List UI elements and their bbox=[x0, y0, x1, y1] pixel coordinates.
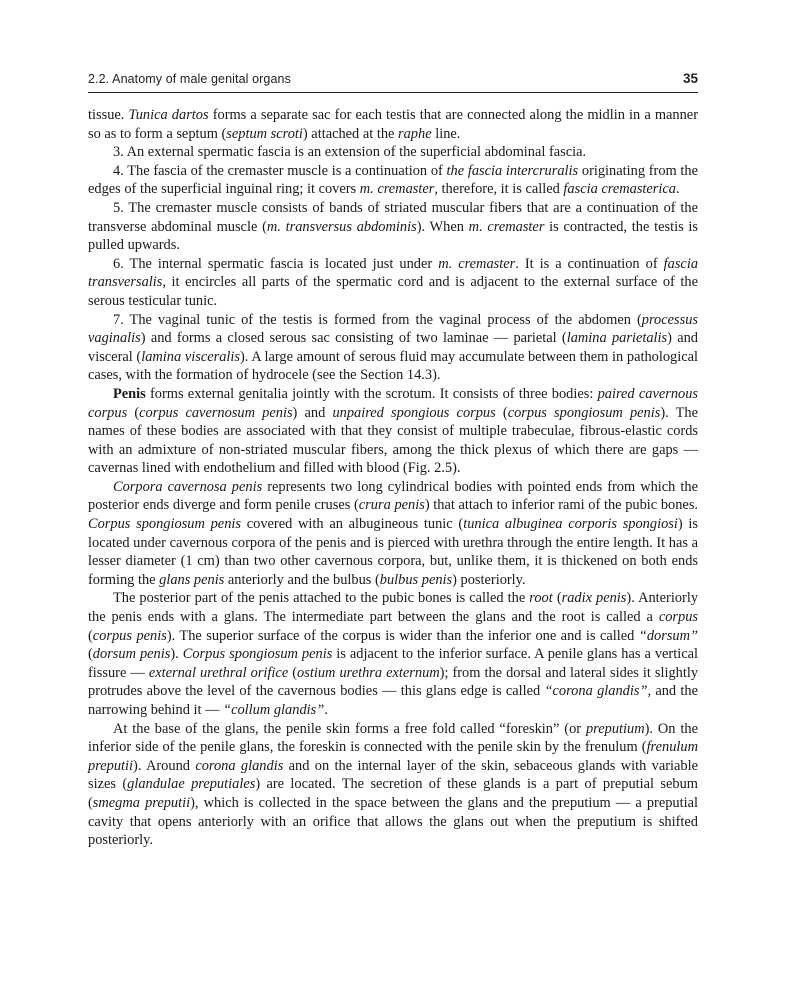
italic-term: lamina parietalis bbox=[566, 330, 668, 347]
text-run: ( bbox=[288, 664, 298, 681]
text-run: and on the internal layer of the skin, sebaceous glands with variable sizes ( bbox=[88, 757, 698, 793]
italic-term: radix penis bbox=[561, 590, 627, 607]
text-run: ). Anteriorly the penis ends with a glans. The intermediate part between the glans and the root is called a bbox=[88, 590, 699, 626]
italic-term: Corpora cavernosa penis bbox=[113, 478, 263, 495]
italic-term: “dorsum” bbox=[638, 627, 699, 644]
italic-term: external urethral orifice bbox=[148, 664, 289, 681]
text-run: 5. The cremaster muscle consists of bands of striated muscular fibers that are a continuation of the transverse abdominal muscle ( bbox=[88, 199, 698, 235]
text-run: ) are located. The secretion of these glands is a part of preputial sebum ( bbox=[88, 776, 698, 811]
italic-term: corpus penis bbox=[92, 627, 167, 644]
italic-term: corpus cavernosum penis bbox=[139, 404, 293, 421]
text-run: ) and forms a closed serous sac consisting of two laminae — parietal ( bbox=[140, 330, 567, 347]
italic-term: paired cavernous corpus bbox=[88, 385, 699, 421]
italic-term: lamina visceralis bbox=[141, 348, 240, 365]
italic-term: fascia cremasterica bbox=[563, 181, 676, 198]
text-run: ( bbox=[127, 404, 140, 421]
text-run: ) posteriorly. bbox=[452, 571, 526, 588]
paragraph bbox=[88, 199, 698, 255]
text-run: ) and visceral ( bbox=[88, 330, 698, 365]
text-run: ). When bbox=[416, 218, 469, 235]
text-run: represents two long cylindrical bodies with pointed ends from which the posterior ends diverge and form penile cruses ( bbox=[88, 478, 698, 514]
italic-term: the fascia intercruralis bbox=[446, 162, 579, 179]
italic-term: fascia transversalis bbox=[88, 255, 699, 291]
text-run: ), which is collected in the space between the glans and the preputium — a preputial cavity that opens anteriorly with an orifice that allows the glans out when the preputium is shifted posteriorly. bbox=[88, 794, 698, 849]
text-run: covered with an albugineous tunic ( bbox=[241, 516, 464, 533]
text-run: ). A large amount of serous fluid may accumulate between them in pathological cases, with the formation of hydrocele (see the Section 14.3). bbox=[88, 348, 698, 384]
paragraph bbox=[88, 143, 698, 162]
italic-term: septum scroti bbox=[226, 125, 303, 142]
bold-term: Penis bbox=[113, 385, 146, 402]
text-run: , therefore, it is called bbox=[434, 181, 564, 198]
italic-term: raphe bbox=[398, 125, 432, 142]
text-run: forms external genitalia jointly with the scrotum. It consists of three bodies: bbox=[145, 385, 598, 402]
running-header bbox=[88, 70, 698, 90]
italic-term: “corona glandis” bbox=[544, 683, 648, 700]
text-run: ). Around bbox=[133, 757, 196, 774]
italic-term: ostium urethra externum bbox=[297, 664, 440, 681]
paragraph bbox=[88, 385, 698, 478]
paragraph bbox=[88, 478, 698, 590]
paragraph bbox=[88, 720, 698, 850]
italic-term: “collum glandis” bbox=[223, 702, 325, 718]
text-run: . It is a continuation of bbox=[515, 255, 664, 272]
text-run: , and the narrowing behind it — bbox=[88, 683, 698, 718]
text-run: ) is located under cavernous corpora of the penis and is pierced with urethra through the entire length. It has a lesser diameter (1 cm) than two other cavernous corpora, but, unlike them, it is thickened on both ends forming the bbox=[88, 516, 698, 588]
italic-term: crura penis bbox=[358, 497, 425, 514]
paragraph bbox=[88, 311, 698, 385]
italic-term: dorsum penis bbox=[92, 646, 171, 663]
paragraph bbox=[88, 162, 698, 199]
text-run: tissue. bbox=[88, 107, 129, 123]
italic-term: corona glandis bbox=[195, 757, 284, 774]
paragraph bbox=[88, 589, 698, 719]
text-run: is adjacent to the inferior surface. A penile glans has a vertical fissure — bbox=[88, 646, 698, 681]
italic-term: unpaired spongious corpus bbox=[332, 404, 496, 421]
text-run: ). On the inferior side of the penile glans, the foreskin is connected with the penile skin by the frenulum ( bbox=[88, 720, 698, 756]
text-run: , it encircles all parts of the spermatic cord and is adjacent to the external surface of the serous testicular tunic. bbox=[88, 274, 698, 309]
text-run: ); from the dorsal and lateral sides it slightly protrudes above the level of the cavernous bodies — this glans edge is called bbox=[88, 664, 699, 700]
paragraph bbox=[88, 106, 698, 143]
italic-term: processus vaginalis bbox=[88, 311, 698, 347]
text-run: At the base of the glans, the penile skin forms a free fold called “foreskin” (or bbox=[113, 720, 586, 737]
text-run: ( bbox=[88, 646, 93, 663]
italic-term: root bbox=[529, 590, 553, 607]
italic-term: m. cremaster bbox=[359, 181, 435, 198]
text-run: ) that attach to inferior rami of the pubic bones. bbox=[424, 497, 699, 514]
italic-term: m. cremaster bbox=[468, 218, 545, 235]
text-run: line. bbox=[431, 125, 461, 142]
text-run: ( bbox=[495, 404, 508, 421]
text-run: ) attached at the bbox=[302, 125, 399, 142]
text-run: ) and bbox=[292, 404, 333, 421]
page-number: 35 bbox=[682, 71, 698, 86]
text-run: 4. The fascia of the cremaster muscle is a continuation of bbox=[113, 162, 447, 179]
italic-term: tunica albuginea corporis spongiosi bbox=[463, 516, 678, 533]
text-run: . bbox=[676, 181, 680, 198]
italic-term: m. transversus abdominis bbox=[266, 218, 417, 235]
italic-term: frenulum preputii bbox=[88, 739, 698, 774]
italic-term: Corpus spongiosum penis bbox=[88, 516, 241, 533]
italic-term: corpus spongiosum penis bbox=[507, 404, 661, 421]
italic-term: bulbus penis bbox=[379, 571, 453, 588]
text-run: . bbox=[324, 702, 328, 718]
text-run: ). bbox=[170, 646, 183, 663]
italic-term: glans penis bbox=[159, 571, 225, 588]
header-rule bbox=[88, 92, 698, 93]
text-run: forms a separate sac for each testis that are connected along the midlin in a manner so as to form a septum ( bbox=[88, 107, 698, 142]
text-run: ( bbox=[88, 627, 93, 644]
italic-term: Tunica dartos bbox=[128, 107, 209, 123]
text-run: 7. The vaginal tunic of the testis is formed from the vaginal process of the abdomen ( bbox=[113, 311, 642, 328]
paragraph bbox=[88, 255, 698, 311]
italic-term: glandulae preputiales bbox=[127, 776, 256, 793]
text-run: ). The names of these bodies are associated with that they consist of multiple trabeculae, fibrous-elastic cords with an admixture of non-striated muscular fibers, among the thick plexus of which there are gaps — cavernas lined with endothelium and filled with blood (Fig. 2.5). bbox=[88, 404, 698, 477]
italic-term: Corpus spongiosum penis bbox=[182, 646, 333, 663]
italic-term: smegma preputii bbox=[92, 794, 191, 811]
section-title: 2.2. Anatomy of male genital organs bbox=[88, 72, 291, 86]
text-run: ( bbox=[552, 590, 562, 607]
italic-term: m. cremaster bbox=[438, 255, 516, 272]
text-run: anteriorly and the bulbus ( bbox=[224, 571, 380, 588]
body-text bbox=[88, 106, 698, 850]
italic-term: preputium bbox=[585, 720, 645, 737]
text-run: The posterior part of the penis attached to the pubic bones is called the bbox=[113, 590, 530, 607]
text-run: 6. The internal spermatic fascia is located just under bbox=[113, 255, 439, 272]
text-run: originating from the edges of the superficial inguinal ring; it covers bbox=[88, 162, 699, 198]
italic-term: corpus bbox=[658, 609, 698, 626]
text-run: is contracted, the testis is pulled upwards. bbox=[88, 218, 699, 254]
text-run: ). The superior surface of the corpus is wider than the inferior one and is called bbox=[166, 627, 639, 644]
text-run: 3. An external spermatic fascia is an extension of the superficial abdominal fascia. bbox=[113, 144, 587, 161]
